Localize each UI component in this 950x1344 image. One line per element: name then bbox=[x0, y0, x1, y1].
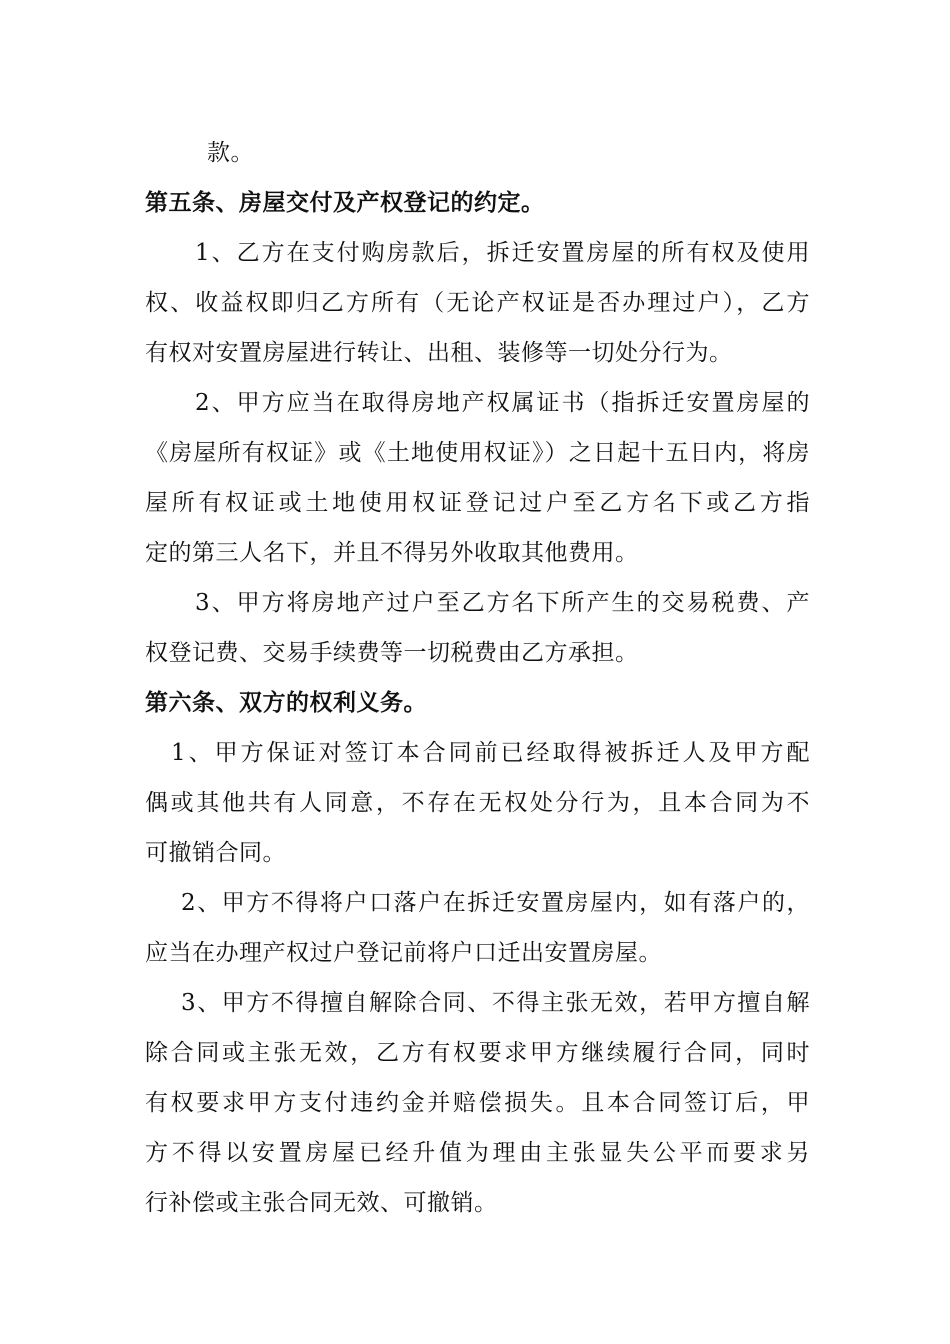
article-5-clause-2-line-4: 定的第三人名下，并且不得另外收取其他费用。 bbox=[145, 540, 639, 566]
article-5-clause-3-line-2: 权登记费、交易手续费等一切税费由乙方承担。 bbox=[145, 640, 639, 666]
article-5-clause-2-line-1: 2、甲方应当在取得房地产权属证书（指拆迁安置房屋的 bbox=[195, 390, 810, 416]
paragraph-tail: 款。 bbox=[207, 140, 254, 166]
article-5-clause-1-line-2: 权、收益权即归乙方所有（无论产权证是否办理过户），乙方 bbox=[145, 290, 810, 316]
article-5-clause-2-line-3: 屋所有权证或土地使用权证登记过户至乙方名下或乙方指 bbox=[145, 490, 810, 516]
article-6-heading: 第六条、双方的权利义务。 bbox=[145, 689, 427, 716]
article-5-clause-1-line-1: 1、乙方在支付购房款后，拆迁安置房屋的所有权及使用 bbox=[195, 240, 810, 266]
article-6-clause-1-line-3: 可撤销合同。 bbox=[145, 840, 286, 866]
article-6-clause-3-line-3: 有权要求甲方支付违约金并赔偿损失。且本合同签订后，甲 bbox=[145, 1090, 810, 1116]
article-6-clause-1-line-2: 偶或其他共有人同意，不存在无权处分行为，且本合同为不 bbox=[145, 790, 810, 816]
article-6-clause-2-line-1: 2、甲方不得将户口落户在拆迁安置房屋内，如有落户的， bbox=[181, 890, 810, 916]
article-5-heading: 第五条、房屋交付及产权登记的约定。 bbox=[145, 189, 545, 216]
article-6-clause-2-line-2: 应当在办理产权过户登记前将户口迁出安置房屋。 bbox=[145, 940, 662, 966]
article-6-clause-1-line-1: 1、甲方保证对签订本合同前已经取得被拆迁人及甲方配 bbox=[171, 740, 810, 766]
article-6-clause-3-line-2: 除合同或主张无效，乙方有权要求甲方继续履行合同，同时 bbox=[145, 1040, 810, 1066]
article-6-clause-3-line-4: 方不得以安置房屋已经升值为理由主张显失公平而要求另 bbox=[145, 1140, 810, 1166]
document-page bbox=[145, 128, 810, 1228]
article-6-clause-3-line-5: 行补偿或主张合同无效、可撤销。 bbox=[145, 1190, 498, 1216]
article-5-clause-2-line-2: 《房屋所有权证》或《土地使用权证》）之日起十五日内，将房 bbox=[145, 440, 810, 466]
article-5-clause-1-line-3: 有权对安置房屋进行转让、出租、装修等一切处分行为。 bbox=[145, 340, 733, 366]
article-6-clause-3-line-1: 3、甲方不得擅自解除合同、不得主张无效，若甲方擅自解 bbox=[181, 990, 810, 1016]
article-5-clause-3-line-1: 3、甲方将房地产过户至乙方名下所产生的交易税费、产 bbox=[195, 590, 810, 616]
